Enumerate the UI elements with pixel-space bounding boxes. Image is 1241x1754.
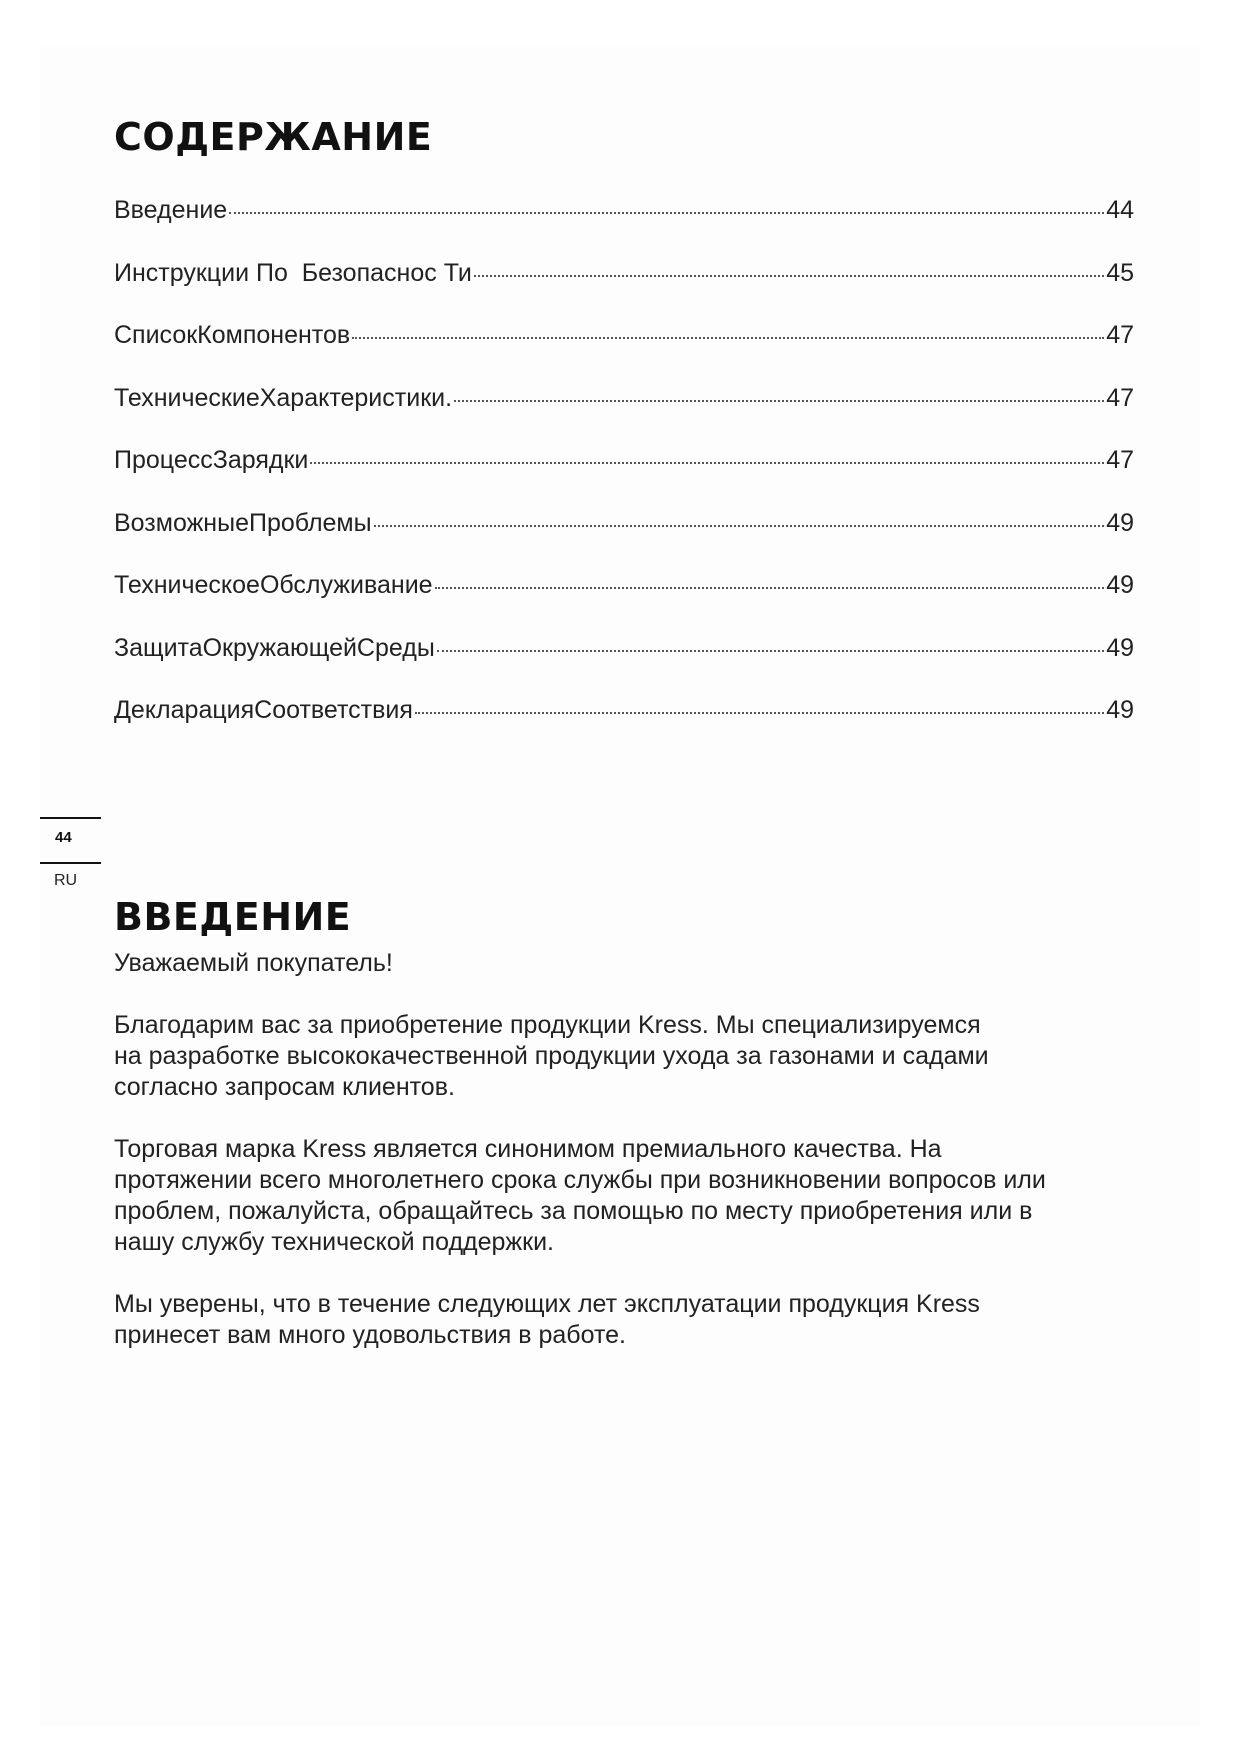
toc-row-introduction[interactable] xyxy=(114,196,1134,259)
toc-label: ТехническоеОбслуживание xyxy=(114,571,433,599)
toc-label: ВозможныеПроблемы xyxy=(114,508,372,537)
toc-leader-dots xyxy=(352,337,1104,339)
page-number: 44 xyxy=(55,829,72,846)
toc-page-number: 45 xyxy=(1106,258,1134,287)
table-of-contents xyxy=(114,196,1134,759)
toc-label: Инструкции По Безопаснос Ти xyxy=(114,258,472,287)
toc-page-number: 49 xyxy=(1106,571,1134,599)
toc-leader-dots xyxy=(415,712,1104,714)
toc-title: СОДЕРЖАНИЕ xyxy=(114,115,433,159)
intro-paragraph: Торговая марка Kress является синонимом премиального качества. На протяжении всего многолетнего срока службы при возникновении вопросов или проблем, пожалуйста, обращайтесь за помощью по месту приобретения или в нашу службу технической поддержки. xyxy=(114,1135,1046,1256)
toc-leader-dots xyxy=(437,650,1104,652)
margin-rule-top xyxy=(40,817,101,819)
toc-leader-dots xyxy=(310,462,1104,464)
toc-row-charging[interactable] xyxy=(114,446,1134,509)
toc-page-number: 47 xyxy=(1106,383,1134,412)
greeting-paragraph: Уважаемый покупатель! xyxy=(114,949,393,977)
toc-row-component-list[interactable] xyxy=(114,321,1134,384)
toc-leader-dots xyxy=(229,212,1104,214)
introduction-body xyxy=(114,948,1144,1382)
toc-page-number: 44 xyxy=(1106,196,1134,224)
toc-row-safety-instructions[interactable] xyxy=(114,259,1134,322)
intro-paragraph: Мы уверены, что в течение следующих лет эксплуатации продукция Kress принесет вам много удовольствия в работе. xyxy=(114,1290,980,1349)
toc-label: ЗащитаОкружающейСреды xyxy=(114,633,435,662)
toc-leader-dots xyxy=(474,275,1104,277)
toc-page-number: 49 xyxy=(1106,633,1134,662)
toc-page-number: 49 xyxy=(1106,696,1134,724)
toc-label: Введение xyxy=(114,196,228,224)
toc-row-declaration[interactable] xyxy=(114,696,1134,759)
toc-leader-dots xyxy=(454,400,1104,402)
toc-label: ДекларацияСоответствия xyxy=(114,696,413,724)
language-code: RU xyxy=(54,872,78,889)
toc-page-number: 47 xyxy=(1106,321,1134,349)
toc-row-specifications[interactable] xyxy=(114,384,1134,447)
toc-label: ПроцессЗарядки xyxy=(114,446,309,474)
toc-label: СписокКомпонентов xyxy=(114,321,351,349)
toc-leader-dots xyxy=(374,525,1105,527)
toc-row-troubleshooting[interactable] xyxy=(114,509,1134,572)
introduction-title: ВВЕДЕНИЕ xyxy=(114,895,352,939)
toc-row-maintenance[interactable] xyxy=(114,571,1134,634)
toc-leader-dots xyxy=(435,587,1105,589)
margin-rule-bottom xyxy=(40,862,101,864)
toc-label: ТехническиеХарактеристики. xyxy=(114,383,453,412)
toc-page-number: 47 xyxy=(1106,446,1134,474)
intro-paragraph: Благодарим вас за приобретение продукции Kress. Мы специализируемся на разработке высококачественной продукции ухода за газонами и садами согласно запросам клиентов. xyxy=(114,1011,989,1101)
toc-page-number: 49 xyxy=(1106,508,1134,537)
toc-row-environment[interactable] xyxy=(114,634,1134,697)
